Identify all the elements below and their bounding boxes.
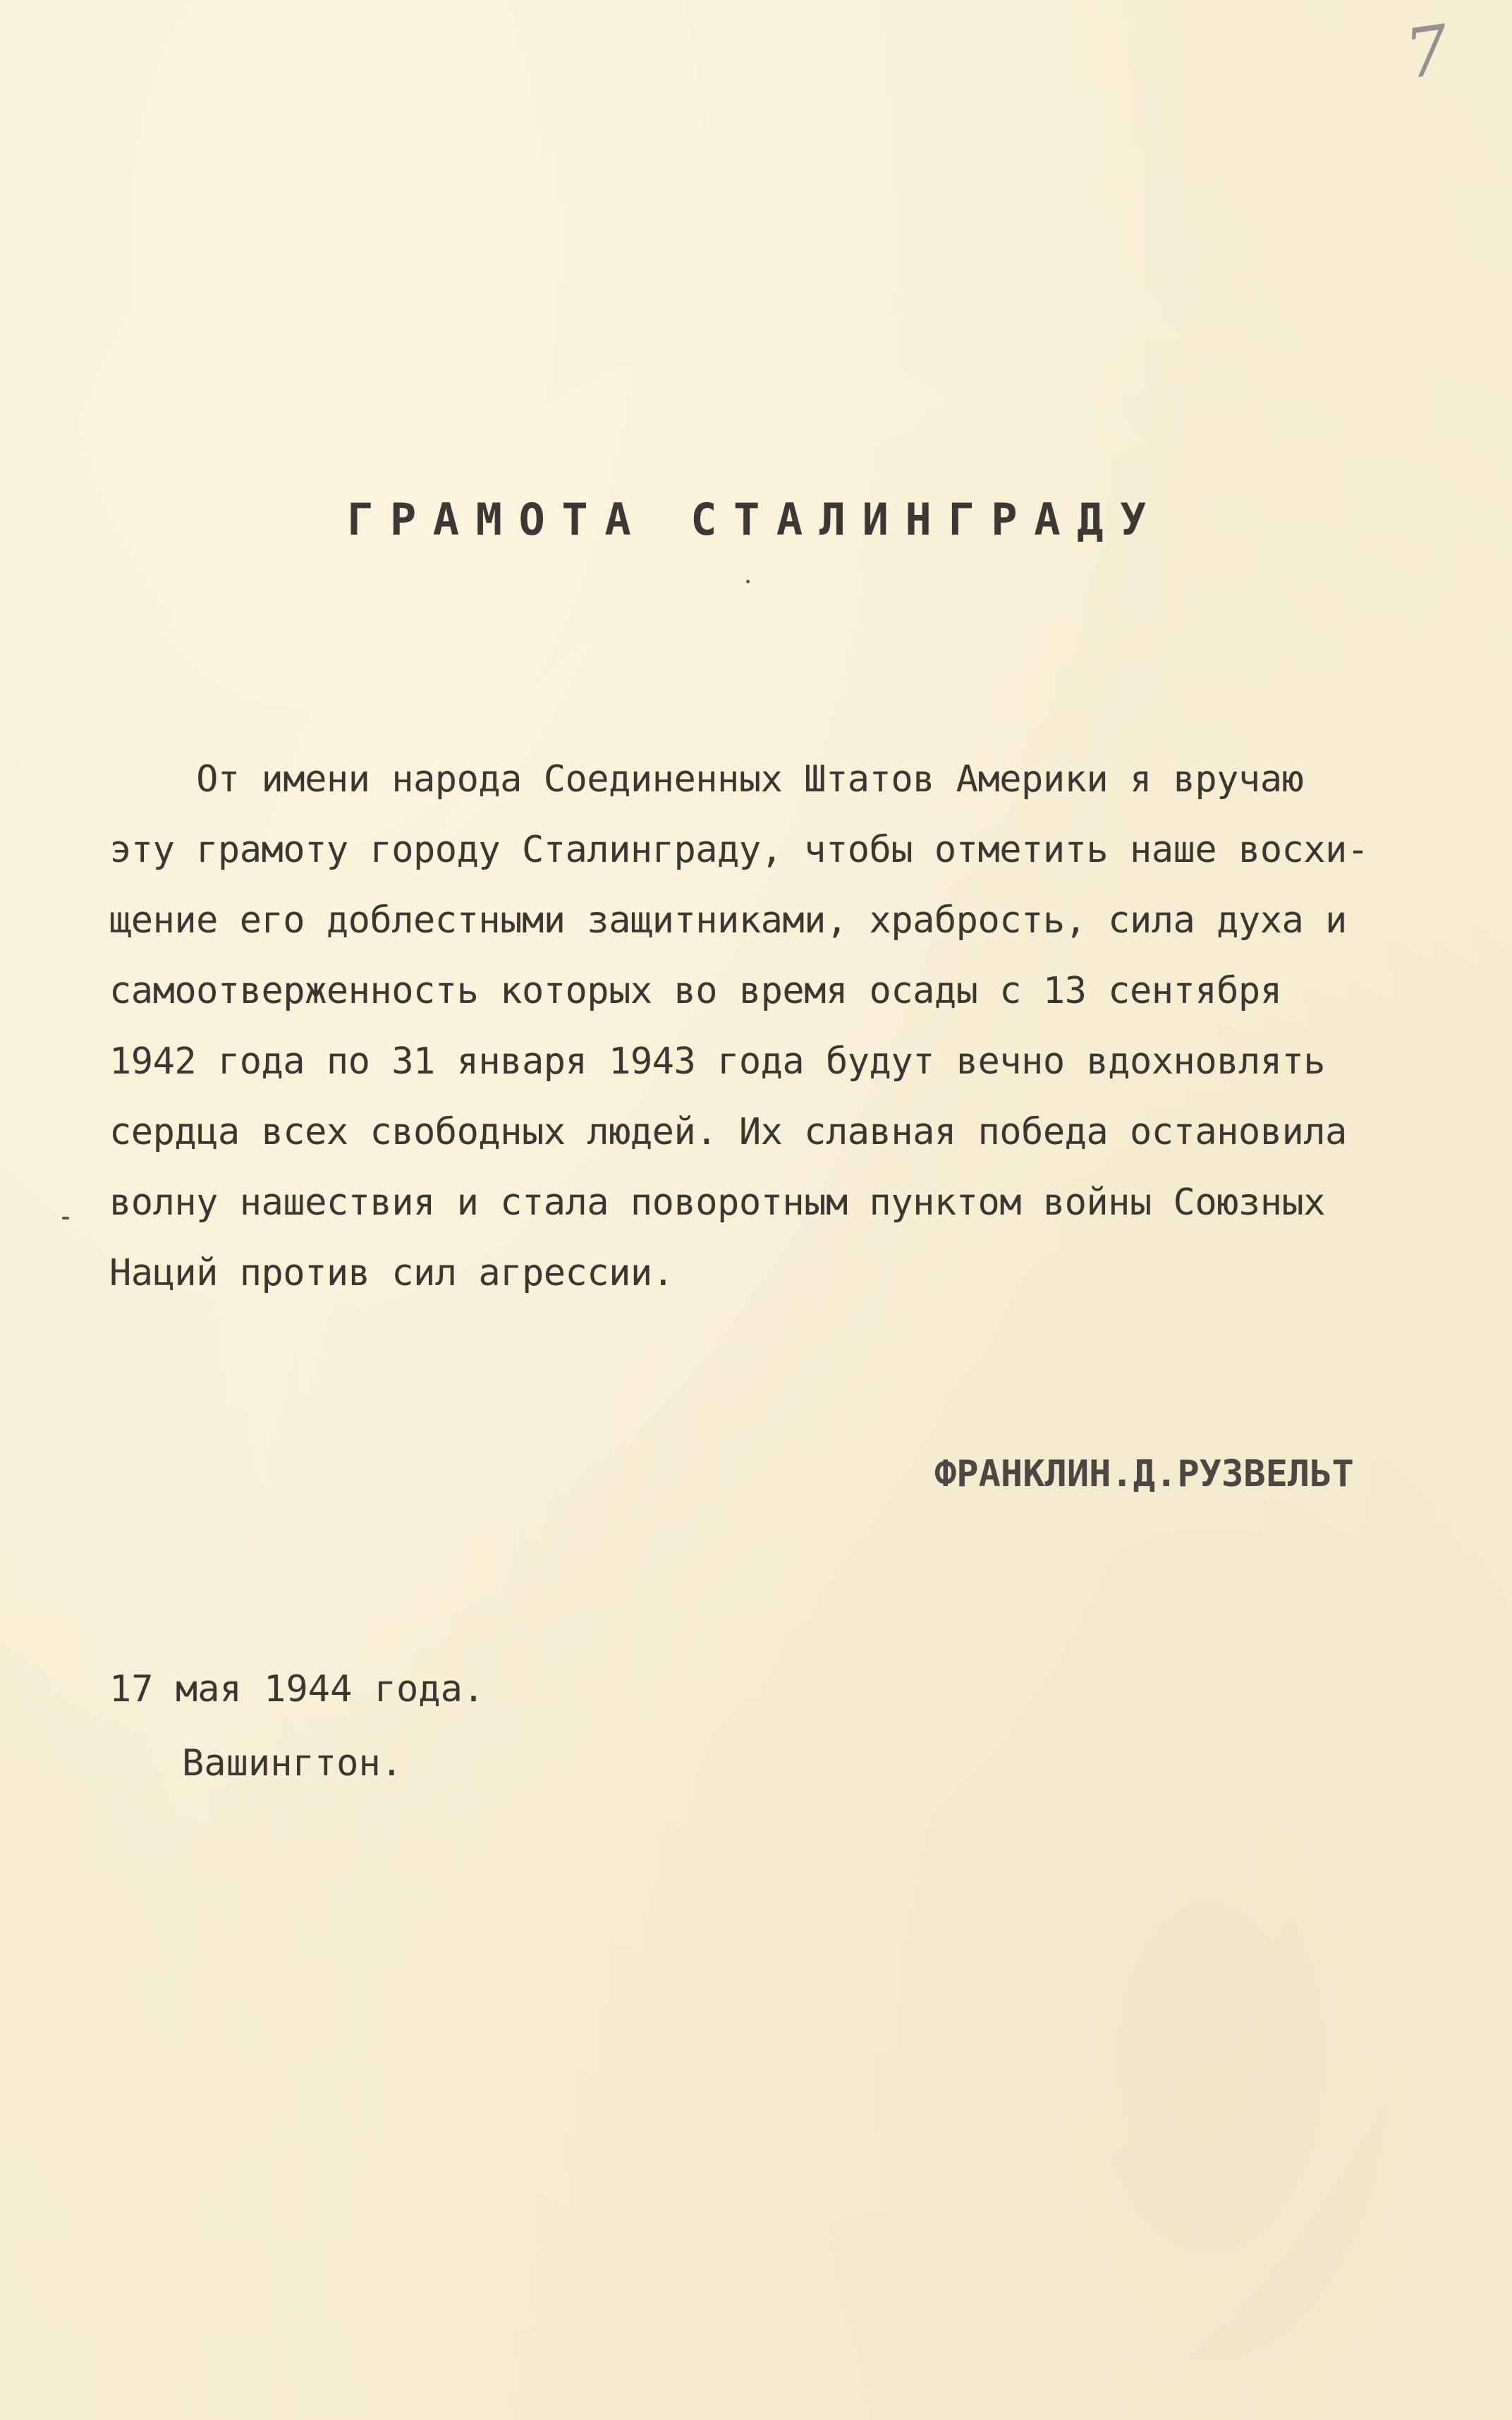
- paragraph-line: самоотверженность которых во время осады с 13 сентября: [109, 970, 1282, 1012]
- paragraph-line: щение его доблестными защитниками, храбрость, сила духа и: [109, 899, 1347, 942]
- paragraph-line: Наций против сил агрессии.: [109, 1252, 674, 1294]
- page-number-mark: 7: [1400, 10, 1454, 95]
- paragraph-line: сердца всех свободных людей. Их славная победа остановила: [109, 1111, 1347, 1153]
- paragraph-line: От имени народа Соединенных Штатов Америки я вручаю: [109, 758, 1304, 801]
- ink-speck: [62, 1217, 69, 1220]
- paragraph-line: эту грамоту городу Сталинграду, чтобы отметить наше восхи-: [109, 829, 1369, 871]
- signature: ФРАНКЛИН.Д.РУЗВЕЛЬТ: [934, 1453, 1354, 1495]
- paragraph-line: волну нашествия и стала поворотным пунктом войны Союзных: [109, 1181, 1326, 1224]
- document-date: 17 мая 1944 года.: [109, 1668, 485, 1710]
- document-place: Вашингтон.: [182, 1742, 403, 1784]
- document-title: ГРАМОТА СТАЛИНГРАДУ: [347, 494, 1163, 545]
- paragraph-line: 1942 года по 31 января 1943 года будут вечно вдохновлять: [109, 1040, 1326, 1083]
- ink-speck: [746, 580, 750, 583]
